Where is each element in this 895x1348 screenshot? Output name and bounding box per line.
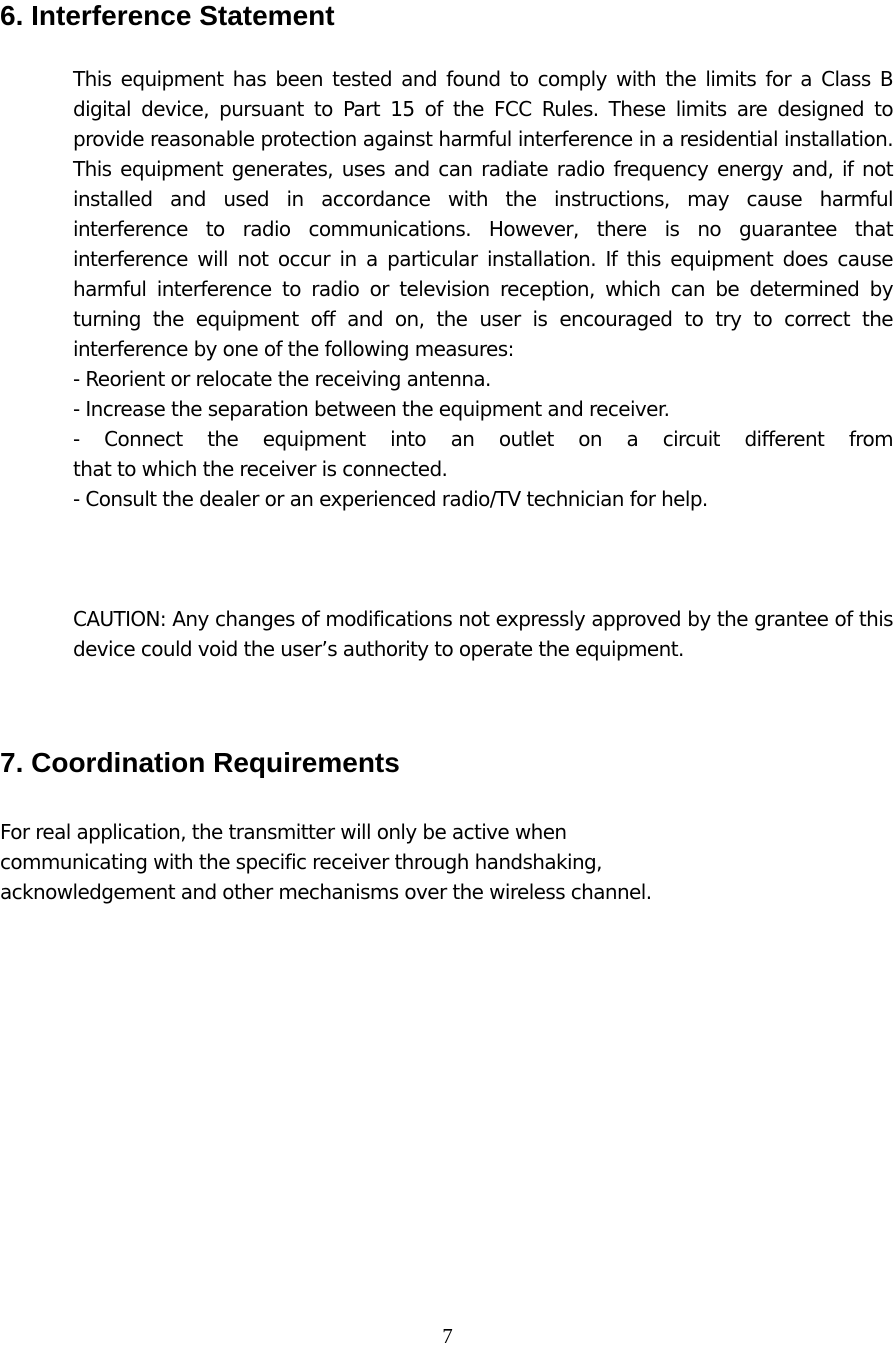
coordination-line: For real application, the transmitter will only be active when: [0, 820, 567, 844]
interference-paragraph: This equipment has been tested and found to comply with the limits for a Class B digital device, pursuant to Part 15 of the FCC Rules. These limits are designed to provide reasonable protection against harmful interference in a residential installation. This equipment generates, uses and can radiate radio frequency energy and, if not installed and used in accordance with the instructions, may cause harmful interference to radio communications. However, there is no guarantee that interference will not occur in a particular installation. If this equipment does cause harmful interference to radio or television reception, which can be determined by turning the equipment off and on, the user is encouraged to try to correct the interference by one of the following measures:: [73, 67, 893, 361]
interference-statement-body: [73, 64, 893, 514]
measure-item: - Connect the equipment into an outlet on a circuit different from: [73, 427, 893, 451]
measure-item: - Consult the dealer or an experienced radio/TV technician for help.: [73, 487, 708, 511]
caution-paragraph: CAUTION: Any changes of modifications not expressly approved by the grantee of this device could void the user’s authority to operate the equipment.: [73, 607, 893, 661]
section-6-heading: 6. Interference Statement: [0, 0, 335, 31]
measure-item: - Reorient or relocate the receiving antenna.: [73, 367, 491, 391]
measure-item: - Increase the separation between the equipment and receiver.: [73, 397, 670, 421]
coordination-line: acknowledgement and other mechanisms over the wireless channel.: [0, 880, 652, 904]
coordination-paragraph: [0, 817, 880, 907]
section-7-heading: 7. Coordination Requirements: [0, 747, 400, 778]
coordination-line: communicating with the specific receiver through handshaking,: [0, 850, 602, 874]
page-number: 7: [442, 1324, 453, 1348]
measure-item-continuation: that to which the receiver is connected.: [73, 457, 448, 481]
